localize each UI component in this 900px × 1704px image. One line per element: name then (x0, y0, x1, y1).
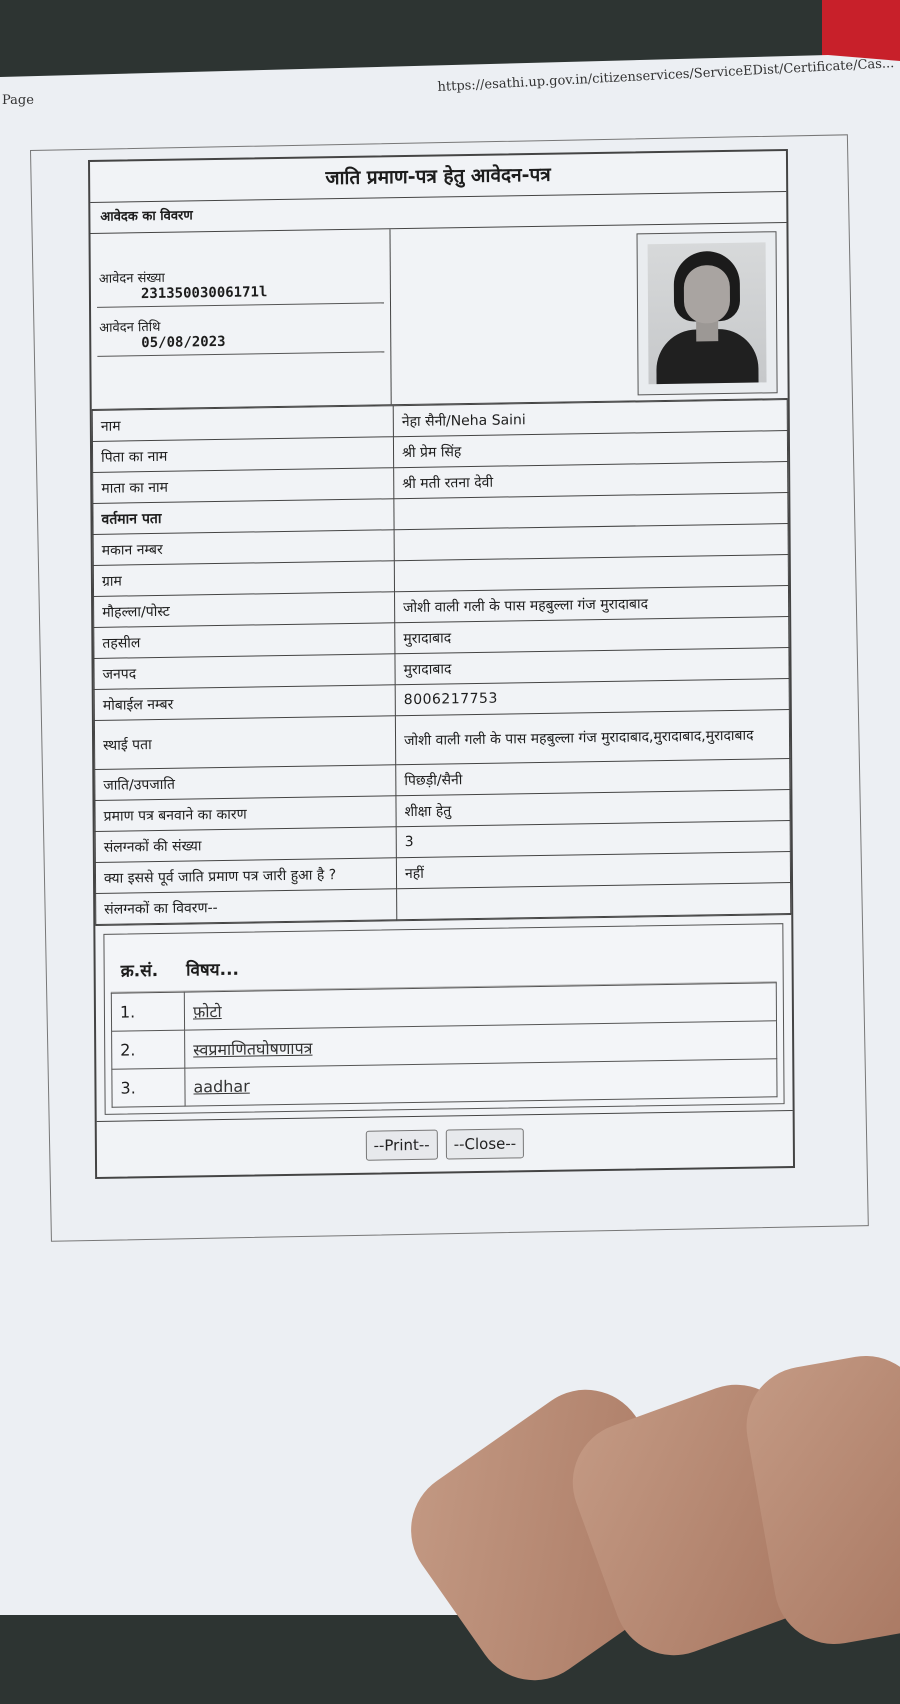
field-value: 3 (396, 821, 790, 858)
attachment-no: 3. (112, 1068, 185, 1107)
application-no-label: आवेदन संख्या (98, 270, 165, 287)
field-value: मुरादाबाद (395, 617, 789, 654)
attachment-link-declaration[interactable]: स्वप्रमाणितघोषणापत्र (193, 1038, 313, 1059)
field-label: मौहल्ला/पोस्ट (94, 592, 395, 628)
field-value: नेहा सैनी/Neha Saini (393, 400, 787, 437)
field-label: मकान नम्बर (93, 530, 394, 566)
attachments-section (95, 914, 792, 1121)
field-label: संलग्नकों का विवरण-- (96, 889, 397, 925)
attachments-table (111, 982, 778, 1107)
application-no-value: 23135003006171l (97, 282, 384, 308)
applicant-details-heading: आवेदक का विवरण (90, 192, 786, 234)
field-value: पिछड़ी/सैनी (396, 759, 790, 796)
applicant-fields-table (92, 399, 792, 925)
field-label: जाति/उपजाति (95, 765, 396, 801)
attachment-no: 1. (111, 992, 184, 1031)
attachment-no: 2. (112, 1030, 185, 1069)
page-label: Page (2, 93, 34, 108)
attachment-link-aadhar[interactable]: aadhar (193, 1076, 250, 1097)
form-title: जाति प्रमाण-पत्र हेतु आवेदन-पत्र (90, 151, 786, 203)
field-label: तहसील (94, 623, 395, 659)
field-value: नहीं (396, 852, 790, 889)
field-value: श्री मती रतना देवी (394, 462, 788, 499)
field-label: वर्तमान पता (93, 499, 394, 535)
field-label: संलग्नकों की संख्या (95, 827, 396, 863)
field-value: श्री प्रेम सिंह (393, 431, 787, 468)
applicant-photo-frame (637, 231, 778, 395)
col-serial-no: क्र.सं. (120, 960, 159, 982)
field-label: क्या इससे पूर्व जाति प्रमाण पत्र जारी हुआ है ? (95, 858, 396, 894)
col-subject: विषय... (185, 959, 240, 981)
field-label: मोबाईल नम्बर (94, 685, 395, 721)
application-date-value: 05/08/2023 (97, 331, 384, 357)
field-label: माता का नाम (93, 468, 394, 504)
field-label: स्थाई पता (94, 716, 395, 770)
field-label: प्रमाण पत्र बनवाने का कारण (95, 796, 396, 832)
page-url: https://esathi.up.gov.in/citizenservices/ServiceEDist/Certificate/Cas... (437, 56, 895, 95)
caste-certificate-form (88, 149, 795, 1179)
field-label: जनपद (94, 654, 395, 690)
field-label: पिता का नाम (92, 437, 393, 473)
applicant-photo (648, 242, 767, 384)
field-value: 8006217753 (395, 679, 789, 716)
field-label: ग्राम (93, 561, 394, 597)
field-value: शीक्षा हेतु (396, 790, 790, 827)
application-info-block (91, 223, 788, 410)
attachment-link-photo[interactable]: फ़ोटो (192, 1001, 222, 1021)
field-value: मुरादाबाद (395, 648, 789, 685)
field-value: जोशी वाली गली के पास महबुल्ला गंज मुरादाबाद (395, 586, 789, 623)
close-button[interactable]: --Close-- (446, 1128, 525, 1159)
action-buttons (97, 1110, 793, 1177)
field-label: नाम (92, 406, 393, 442)
application-date-label: आवेदन तिथि (99, 319, 161, 336)
field-value: जोशी वाली गली के पास महबुल्ला गंज मुरादाबाद,मुरादाबाद,मुरादाबाद (395, 710, 789, 765)
print-button[interactable]: --Print-- (365, 1129, 437, 1160)
